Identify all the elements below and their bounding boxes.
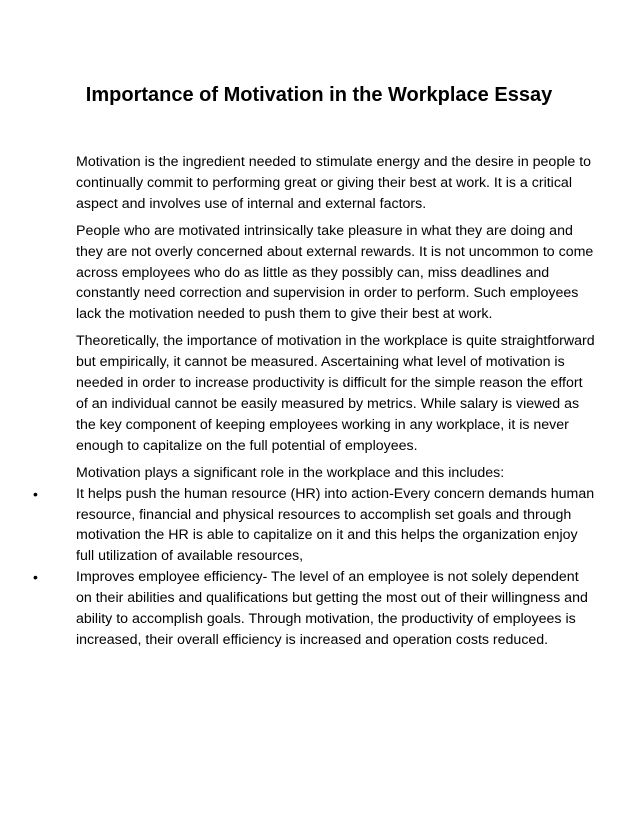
document-title: Importance of Motivation in the Workplace Essay — [85, 84, 553, 106]
list-intro: Motivation plays a significant role in the workplace and this includes: — [76, 464, 505, 481]
bullet-text: Improves employee efficiency- The level of an employee is not solely dependent on their abilities and qualifications but getting the most out of their willingness and ability to accomplish goals. Through motivation, the productivity of employees is increased, their overall efficiency is increased and operation costs reduced. — [76, 569, 588, 648]
bullet-text: It helps push the human resource (HR) into action-Every concern demands human resource, financial and physical resources to accomplish set goals and through motivation the HR is able to capitalize on it and this helps the organization enjoy full utilization of available resources, — [76, 485, 595, 565]
bullet-icon: • — [33, 485, 38, 502]
paragraph-1: Motivation is the ingredient needed to stimulate energy and the desire in people to continually commit to performing great or giving their best at work. It is a critical aspect and involves use of internal and external factors. — [76, 154, 592, 212]
bullet-icon: • — [33, 569, 38, 586]
list-item — [33, 567, 596, 651]
paragraph-2: People who are motivated intrinsically take pleasure in what they are doing and they are not overly concerned about external rewards. It is not uncommon to come across employees who do as little as they possibly can, miss deadlines and constantly need correction and supervision in order to perform. Such employees lack the motivation needed to push them to give their best at work. — [76, 222, 594, 323]
list-item — [33, 484, 596, 568]
paragraph-3: Theoretically, the importance of motivation in the workplace is quite straightforward but empirically, it cannot be measured. Ascertaining what level of motivation is needed in order to increase productivity is difficult for the simple reason the effort of an individual cannot be easily measured by metrics. While salary is viewed as the key component of keeping employees working in any workplace, it is never enough to capitalize on the full potential of employees. — [76, 333, 595, 454]
bullet-list — [33, 484, 596, 651]
document-body — [33, 152, 596, 651]
